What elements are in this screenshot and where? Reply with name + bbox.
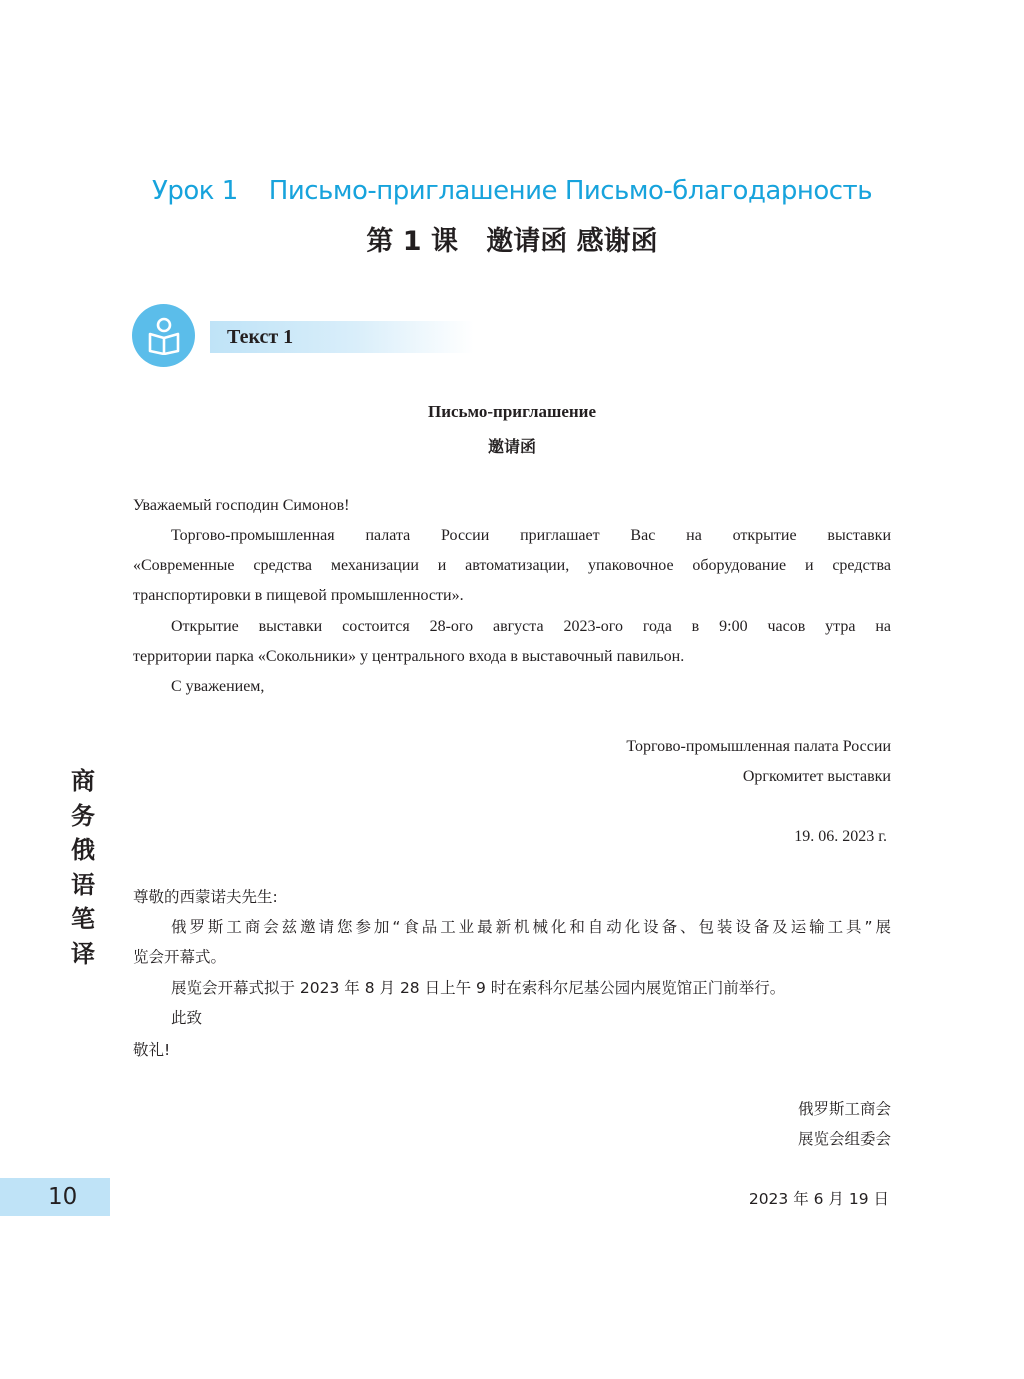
book-title-char: 务 [71,801,95,830]
reader-book-icon [132,304,195,367]
signature-ru-line-1: Торгово-промышленная палата России [626,738,891,755]
lesson-title-russian: Урок 1 Письмо-приглашение Письмо-благодарность [151,176,873,206]
paragraph-ru-2-line-2: территории парка «Сокольники» у центрального входа в выставочный павильон. [133,648,685,665]
salutation-zh: 尊敬的西蒙诺夫先生: [133,888,278,906]
book-title-char: 商 [71,767,95,795]
paragraph-ru-1-line-2: «Современные средства механизации и автоматизации, упаковочное оборудование и средства [133,557,891,574]
signature-zh-line-1: 俄罗斯工商会 [797,1100,891,1118]
paragraph-ru-1-line-1: Торгово-промышленная палата России приглашает Вас на открытие выставки [171,527,891,544]
section-label: Текст 1 [227,326,294,348]
paragraph-zh-1-line-2: 览会开幕式。 [133,948,227,966]
book-title-char: 笔 [71,905,95,933]
book-title-vertical [66,764,100,971]
signature-ru-line-2: Оргкомитет выставки [742,768,891,785]
closing-zh-1: 此致 [171,1009,203,1027]
closing-zh-2: 敬礼! [133,1041,171,1059]
paragraph-zh-2: 展览会开幕式拟于 2023 年 8 月 28 日上午 9 时在索科尔尼基公园内展览馆正门前举行。 [171,979,786,997]
book-title-char: 语 [71,870,95,899]
date-zh: 2023 年 6 月 19 日 [748,1190,889,1208]
letter-title-russian: Письмо-приглашение [427,402,597,421]
signature-zh-line-2: 展览会组委会 [797,1130,891,1148]
closing-ru: С уважением, [171,678,265,695]
paragraph-zh-1-line-1: 俄罗斯工商会兹邀请您参加“食品工业最新机械化和自动化设备、包装设备及运输工具”展 [171,918,891,936]
letter-title-chinese: 邀请函 [487,437,536,456]
date-ru: 19. 06. 2023 г. [794,828,887,845]
lesson-title-chinese: 第 1 课 邀请函 感谢函 [366,226,658,257]
salutation-ru: Уважаемый господин Симонов! [133,497,350,514]
paragraph-ru-1-line-3: транспортировки в пищевой промышленности». [133,587,464,604]
book-title-char: 俄 [71,836,95,864]
paragraph-ru-2-line-1: Открытие выставки состоится 28-ого августа 2023-ого года в 9:00 часов утра на [171,618,891,635]
book-title-char: 译 [71,939,95,968]
page-number: 10 [48,1184,78,1210]
